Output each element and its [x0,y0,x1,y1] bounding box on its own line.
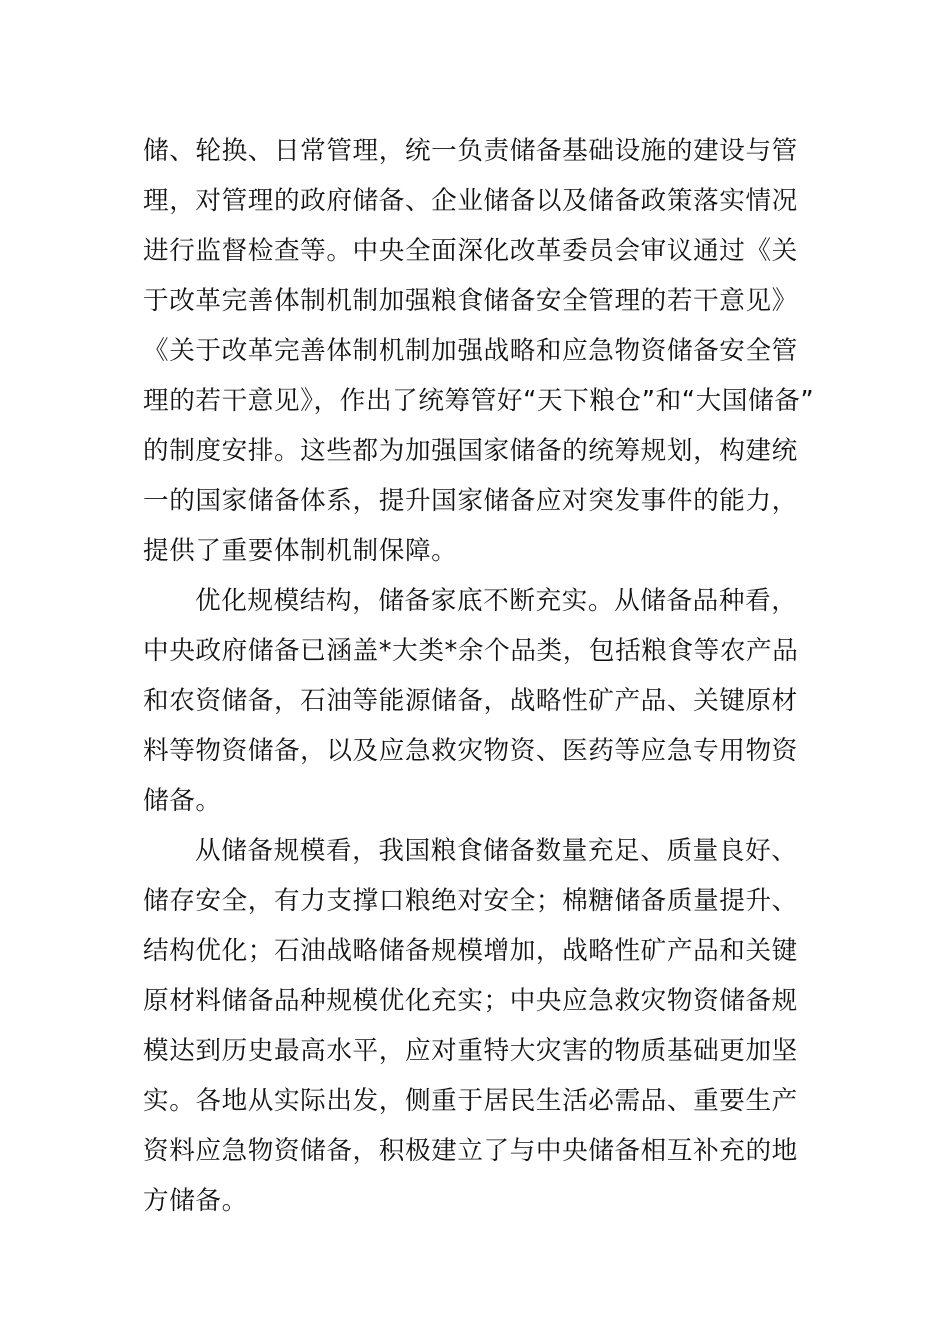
text-line: 理，对管理的政府储备、企业储备以及储备政策落实情况 [143,186,798,216]
text-line: 储、轮换、日常管理，统一负责储备基础设施的建设与管 [143,136,798,166]
text-line: 于改革完善体制机制加强粮食储备安全管理的若干意见》 [143,286,798,316]
paragraph-start-line: 优化规模结构，储备家底不断充实。从储备品种看， [195,586,798,616]
text-line: 模达到历史最高水平，应对重特大灾害的物质基础更加坚 [143,1036,798,1066]
text-line: 和农资储备，石油等能源储备，战略性矿产品、关键原材 [143,686,798,716]
text-line: 一的国家储备体系，提升国家储备应对突发事件的能力， [143,486,798,516]
body-text [143,126,813,1226]
text-line: 的制度安排。这些都为加强国家储备的统筹规划，构建统 [143,436,798,466]
text-line: 中央政府储备已涵盖*大类*余个品类，包括粮食等农产品 [143,636,799,666]
text-line: 提供了重要体制机制保障。 [143,536,458,566]
text-line: 结构优化；石油战略储备规模增加，战略性矿产品和关键 [143,936,798,966]
text-line: 资料应急物资储备，积极建立了与中央储备相互补充的地 [143,1136,798,1166]
text-line: 储备。 [143,786,222,816]
text-line: 理的若干意见》，作出了统筹管好“天下粮仓”和“大国储备” [143,386,815,416]
text-line: 进行监督检查等。中央全面深化改革委员会审议通过《关 [143,236,798,266]
text-line: 实。各地从实际出发，侧重于居民生活必需品、重要生产 [143,1086,798,1116]
text-line: 方储备。 [143,1186,248,1216]
text-line: 《关于改革完善体制机制加强战略和应急物资储备安全管 [143,336,798,366]
text-line: 储存安全，有力支撑口粮绝对安全；棉糖储备质量提升、 [143,886,798,916]
paragraph-start-line: 从储备规模看，我国粮食储备数量充足、质量良好、 [195,836,798,866]
text-line: 料等物资储备，以及应急救灾物资、医药等应急专用物资 [143,736,798,766]
text-line: 原材料储备品种规模优化充实；中央应急救灾物资储备规 [143,986,798,1016]
